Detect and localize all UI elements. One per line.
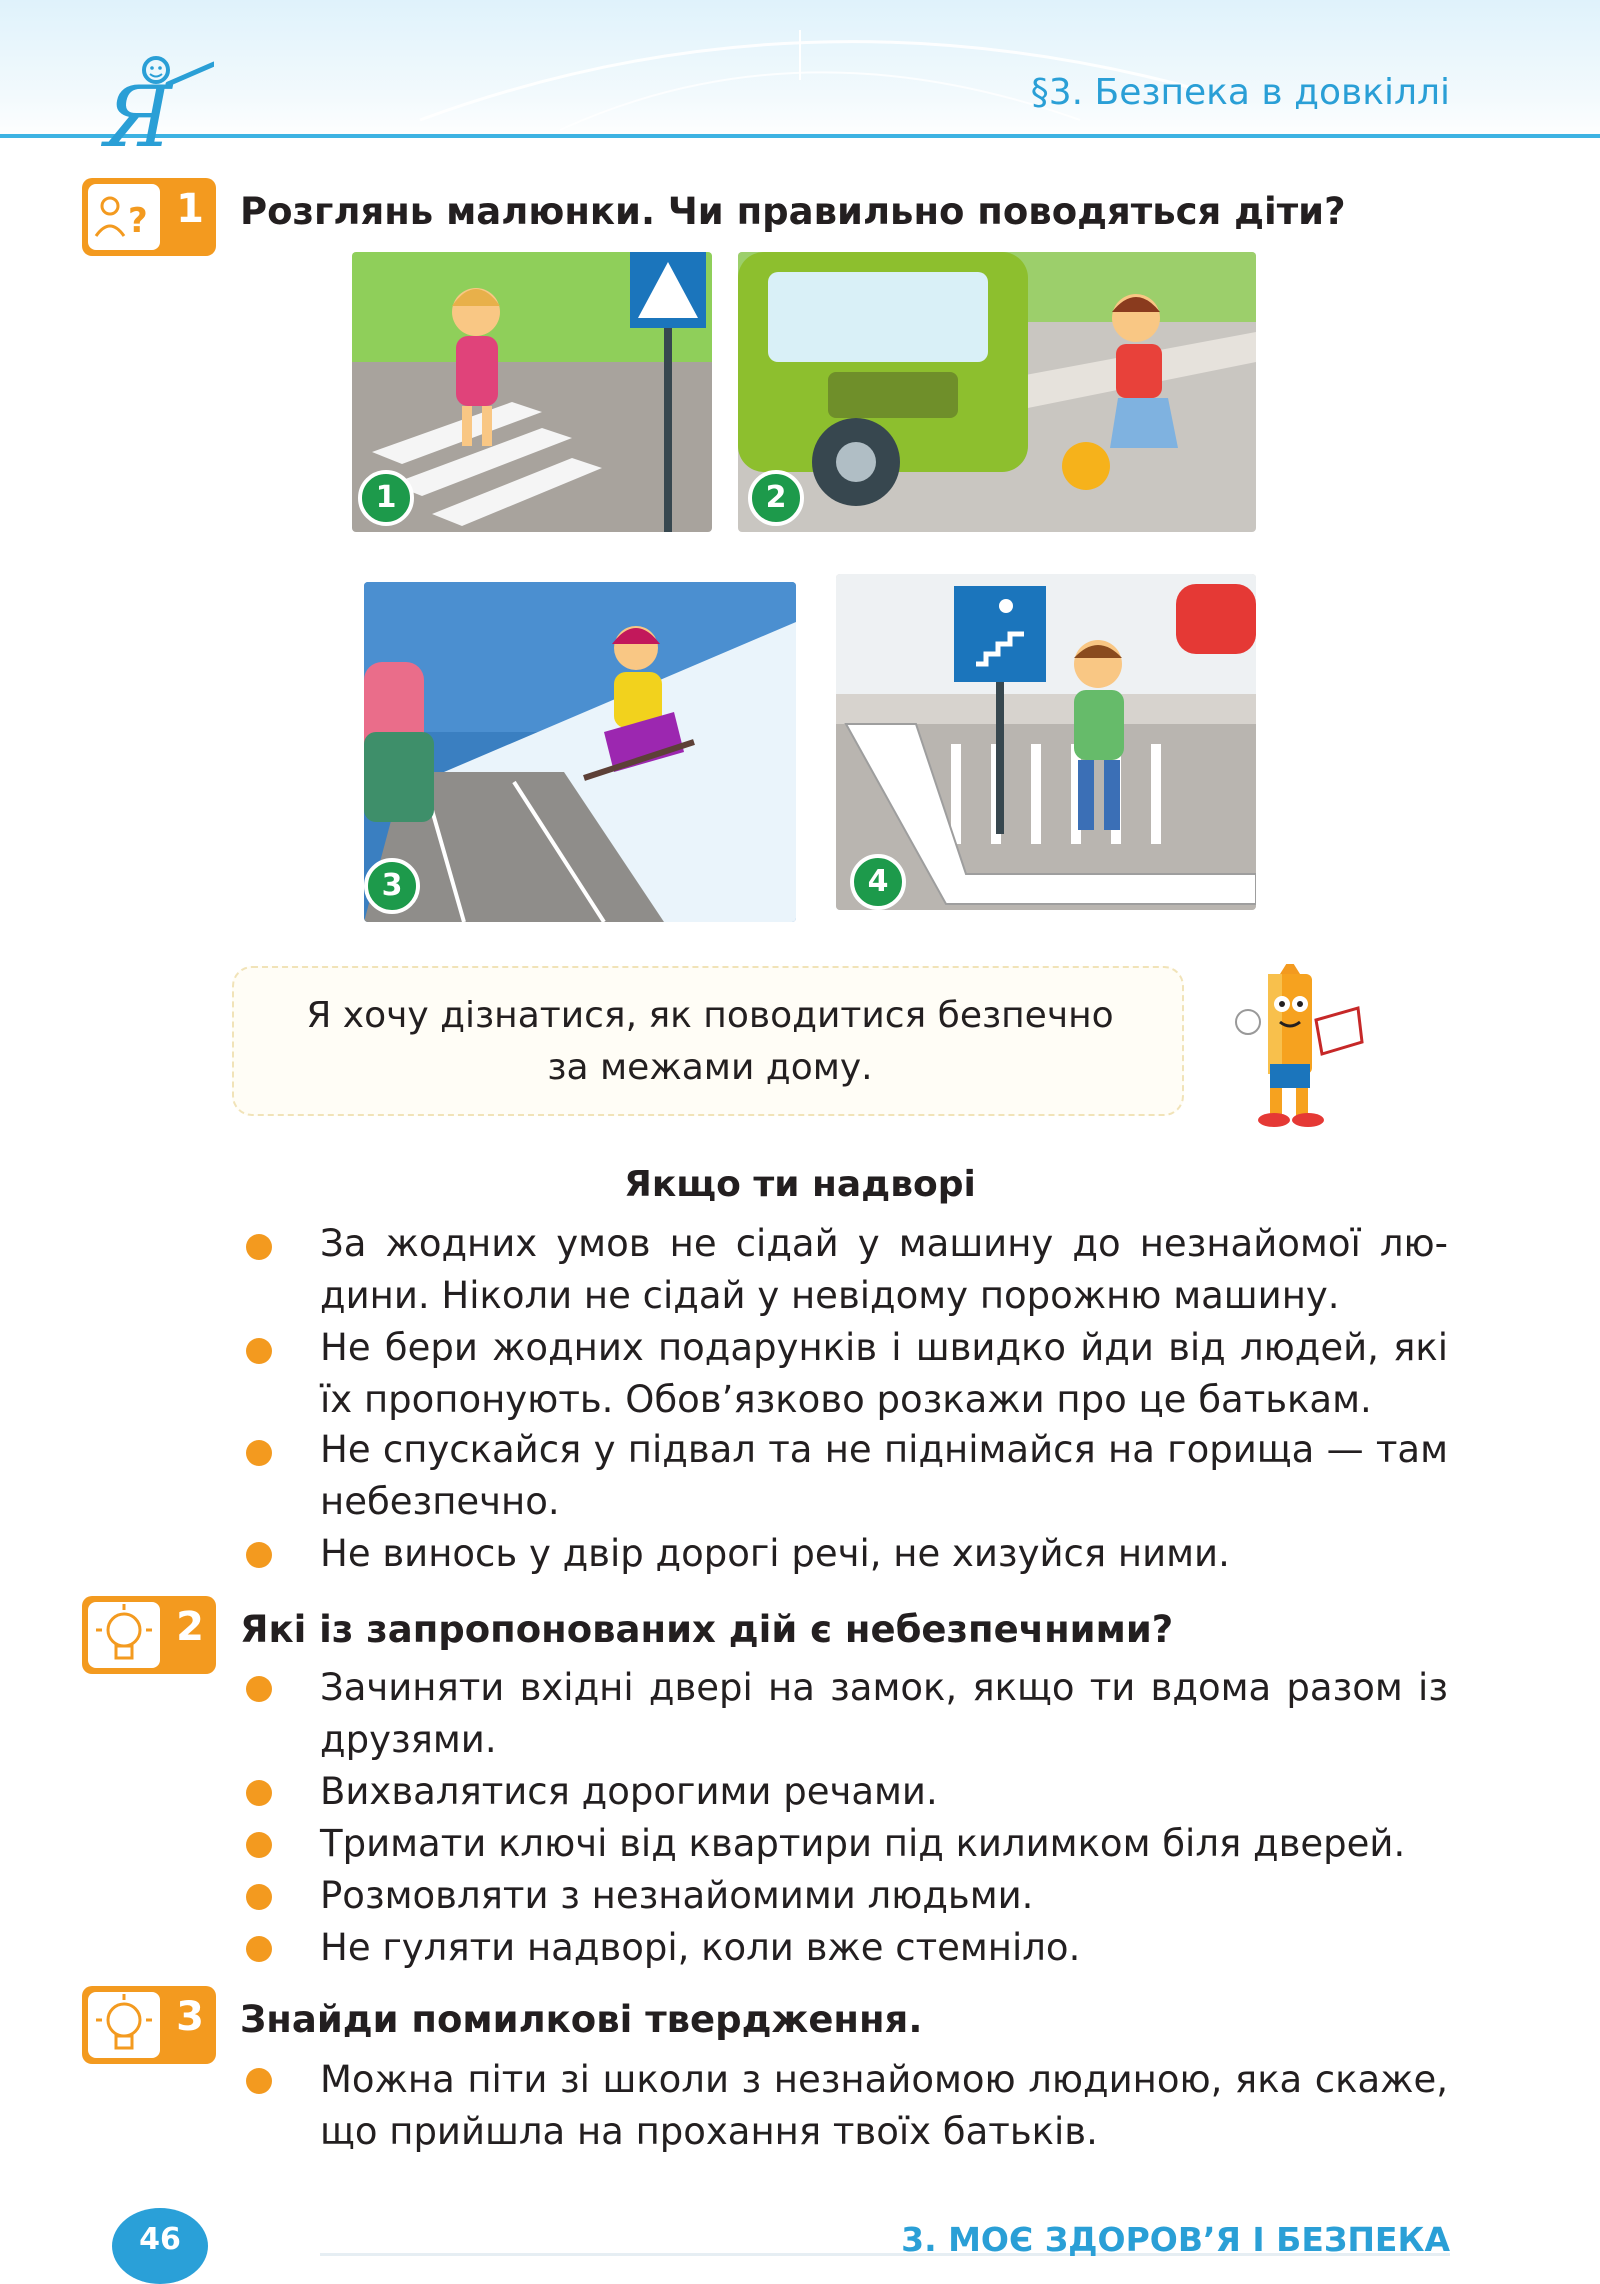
page-title: §3. Безпека в довкіллі bbox=[1030, 72, 1450, 113]
logo-letter: Я bbox=[104, 68, 172, 166]
task-2-item-1: Зачиняти вхідні двері на замок, якщо ти вдома разом із друзями. bbox=[320, 1666, 1448, 1761]
lightbulb-icon bbox=[88, 1602, 160, 1668]
speech-line-2: за межами дому. bbox=[547, 1047, 873, 1088]
page-number: 46 bbox=[139, 2222, 181, 2257]
rule-item-2: Не бери жодних подарунків і швидко йди від людей, які їх пропонують. Обов’язково розкажи про це батькам. bbox=[320, 1326, 1448, 1421]
bullet bbox=[246, 1234, 272, 1260]
task-3-item-1: Можна піти зі школи з незнайомою людиною, яка скаже, що прийшла на прохання твоїх батьків. bbox=[320, 2058, 1448, 2153]
picture-badge-3: 3 bbox=[364, 858, 420, 914]
pencil-mascot-icon bbox=[1230, 964, 1370, 1134]
bullet bbox=[246, 1676, 272, 1702]
header-background bbox=[0, 0, 1600, 140]
picture-2-ball-road bbox=[738, 252, 1256, 532]
bullet bbox=[246, 1884, 272, 1910]
picture-badge-4: 4 bbox=[850, 854, 906, 910]
task-3-question: Знайди помилкові твердження. bbox=[240, 1998, 923, 2041]
task-2-icon bbox=[82, 1596, 216, 1674]
task-3-icon bbox=[82, 1986, 216, 2064]
bullet bbox=[246, 1832, 272, 1858]
bullet bbox=[246, 1936, 272, 1962]
task-2-item-5: Не гуляти надворі, коли вже стемніло. bbox=[320, 1926, 1081, 1969]
task-2-item-3: Тримати ключі від квартири під килимком біля дверей. bbox=[320, 1822, 1406, 1865]
picture-badge-1: 1 bbox=[358, 470, 414, 526]
bullet bbox=[246, 2068, 272, 2094]
picture-1-crosswalk bbox=[352, 252, 712, 532]
task-2-question: Які із запропонованих дій є небезпечними? bbox=[240, 1608, 1174, 1651]
task-number: 2 bbox=[176, 1604, 204, 1650]
task-number: 3 bbox=[176, 1994, 204, 2040]
speech-bubble-text bbox=[270, 990, 1150, 1094]
people-question-icon bbox=[88, 184, 160, 250]
bullet bbox=[246, 1338, 272, 1364]
bullet bbox=[246, 1440, 272, 1466]
bullet bbox=[246, 1542, 272, 1568]
bullet bbox=[246, 1780, 272, 1806]
rule-item-1: За жодних умов не сідай у машину до незнайомої лю-дини. Ніколи не сідай у невідому порожню машину. bbox=[320, 1222, 1448, 1317]
svg-text:?: ? bbox=[128, 201, 148, 241]
task-1-icon bbox=[82, 178, 216, 256]
footer-chapter-title: 3. МОЄ ЗДОРОВ’Я І БЕЗПЕКА bbox=[901, 2220, 1450, 2259]
logo bbox=[104, 48, 214, 166]
header-rule bbox=[0, 134, 1600, 138]
lightbulb-icon bbox=[88, 1992, 160, 2058]
rule-item-3: Не спускайся у підвал та не піднімайся на горища — там небезпечно. bbox=[320, 1428, 1448, 1523]
picture-badge-2: 2 bbox=[748, 470, 804, 526]
picture-4-underpass bbox=[836, 574, 1256, 910]
task-1-question: Розглянь малюнки. Чи правильно поводяться діти? bbox=[240, 190, 1346, 233]
rule-item-4: Не винось у двір дорогі речі, не хизуйся ними. bbox=[320, 1532, 1230, 1575]
task-2-item-2: Вихвалятися дорогими речами. bbox=[320, 1770, 938, 1813]
section-title: Якщо ти надворі bbox=[624, 1164, 976, 1205]
picture-3-sled-road bbox=[364, 582, 796, 922]
task-2-item-4: Розмовляти з незнайомими людьми. bbox=[320, 1874, 1034, 1917]
header-arcs bbox=[0, 0, 1600, 140]
speech-line-1: Я хочу дізнатися, як поводитися безпечно bbox=[306, 995, 1114, 1036]
task-number: 1 bbox=[176, 186, 204, 232]
